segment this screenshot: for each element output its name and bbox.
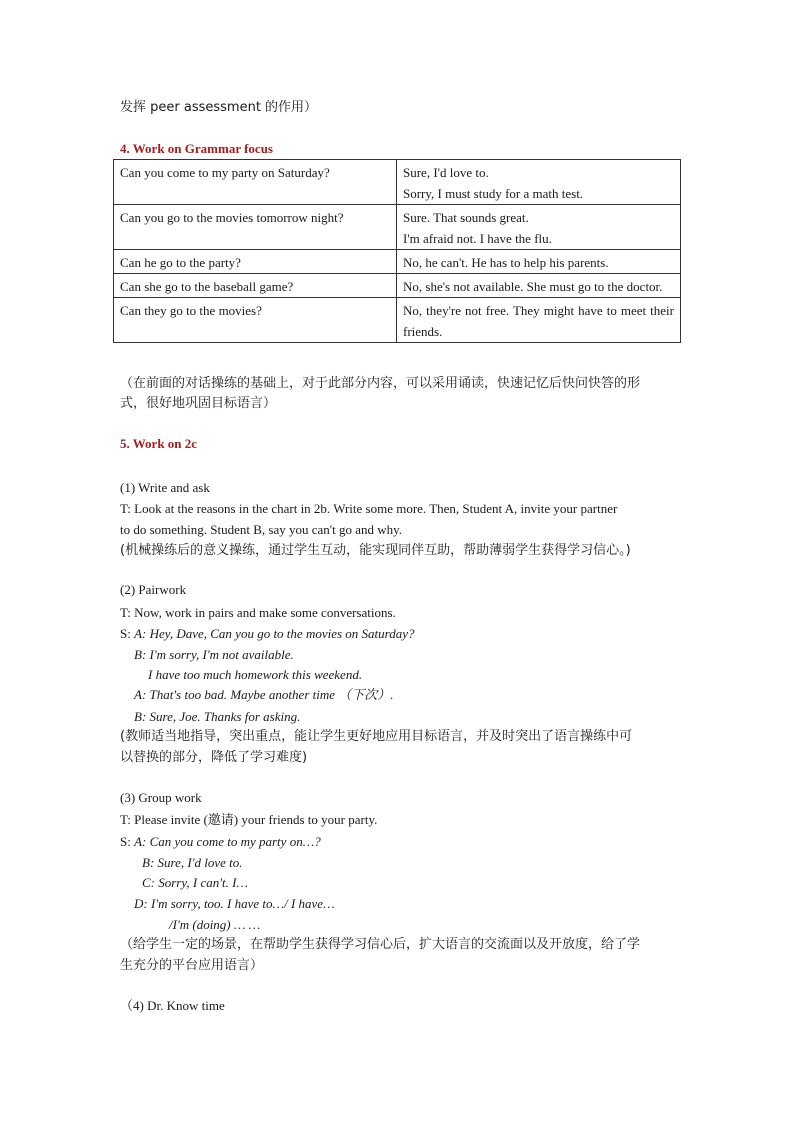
- table-row: [114, 274, 681, 298]
- question-text: Can you come to my party on Saturday?: [120, 165, 330, 180]
- part-3-note-line-1: （给学生一定的场景，在帮助学生获得学习信心后，扩大语言的交流面以及开放度，给了学: [120, 937, 641, 952]
- question-cell: [114, 298, 397, 343]
- section-4-heading: 4. Work on Grammar focus: [120, 141, 273, 156]
- part-3-student-line: [120, 834, 321, 850]
- intro-line: 发挥 peer assessment 的作用）: [120, 100, 318, 115]
- grammar-focus-table: [113, 159, 681, 343]
- question-text: Can they go to the movies?: [120, 303, 262, 318]
- part-1-teacher-line-1: T: Look at the reasons in the chart in 2b. Write some more. Then, Student A, invite your partner: [120, 501, 618, 516]
- question-cell: [114, 274, 397, 298]
- question-cell: [114, 205, 397, 250]
- section-4-note-line-2: 式，很好地巩固目标语言）: [120, 396, 277, 411]
- part-2-note-line-1: (教师适当地指导，突出重点，能让学生更好地应用目标语言，并及时突出了语言操练中可: [120, 729, 633, 744]
- answer-cell: [397, 250, 681, 274]
- part-1-note: (机械操练后的意义操练，通过学生互动，能实现同伴互助，帮助薄弱学生获得学习信心。): [120, 543, 631, 558]
- answer-text: No, he can't. He has to help his parents.: [403, 255, 609, 270]
- dialogue-line-c: C: Sorry, I can't. I…: [142, 875, 249, 890]
- dialogue-line-b2: I have too much homework this weekend.: [148, 667, 363, 682]
- question-cell: [114, 160, 397, 205]
- part-3-note-line-2: 生充分的平台应用语言）: [120, 958, 264, 973]
- answer-cell: [397, 205, 681, 250]
- answer-cell: [397, 160, 681, 205]
- dialogue-line-a2: A: That's too bad. Maybe another time （下次）.: [134, 687, 394, 702]
- question-text: Can he go to the party?: [120, 255, 241, 270]
- part-2-teacher-line: T: Now, work in pairs and make some conversations.: [120, 605, 396, 620]
- section-5-heading: 5. Work on 2c: [120, 436, 198, 451]
- dialogue-line-b1: B: I'm sorry, I'm not available.: [134, 647, 294, 662]
- question-text: Can you go to the movies tomorrow night?: [120, 210, 344, 225]
- question-text: Can she go to the baseball game?: [120, 279, 294, 294]
- student-prefix: S:: [120, 626, 135, 641]
- dialogue-line-b3: B: Sure, Joe. Thanks for asking.: [134, 709, 301, 724]
- part-2-title: (2) Pairwork: [120, 582, 187, 597]
- answer-text: Sure, I'd love to.: [403, 165, 489, 180]
- part-2-student-line: [120, 626, 415, 642]
- student-prefix: S:: [120, 834, 135, 849]
- dialogue-line-a1: A: Hey, Dave, Can you go to the movies on Saturday?: [134, 626, 415, 641]
- dialogue-line-d2: /I'm (doing) … …: [169, 917, 261, 932]
- answer-text: Sorry, I must study for a math test.: [403, 186, 584, 201]
- answer-text: No, they're not free. They might have to meet their friends.: [403, 303, 674, 339]
- dialogue-line-a: A: Can you come to my party on…?: [134, 834, 321, 849]
- table-row: [114, 298, 681, 343]
- answer-text: Sure. That sounds great.: [403, 210, 529, 225]
- answer-text: I'm afraid not. I have the flu.: [403, 231, 552, 246]
- section-4-note-line-1: （在前面的对话操练的基础上，对于此部分内容，可以采用诵读，快速记忆后快问快答的形: [120, 376, 641, 391]
- table-row: [114, 205, 681, 250]
- dialogue-line-d: D: I'm sorry, too. I have to…/ I have…: [134, 896, 335, 911]
- answer-cell: [397, 274, 681, 298]
- part-2-note-line-2: 以替换的部分，降低了学习难度): [120, 750, 308, 765]
- table-row: [114, 160, 681, 205]
- question-cell: [114, 250, 397, 274]
- part-1-teacher-line-2: to do something. Student B, say you can't go and why.: [120, 522, 403, 537]
- part-4-title: （4) Dr. Know time: [120, 998, 225, 1013]
- part-3-teacher-line: T: Please invite (邀请) your friends to your party.: [120, 812, 378, 827]
- part-1-title: (1) Write and ask: [120, 480, 210, 495]
- part-3-title: (3) Group work: [120, 790, 202, 805]
- answer-text: No, she's not available. She must go to the doctor.: [403, 279, 663, 294]
- table-row: [114, 250, 681, 274]
- dialogue-line-b: B: Sure, I'd love to.: [142, 855, 243, 870]
- answer-cell: [397, 298, 681, 343]
